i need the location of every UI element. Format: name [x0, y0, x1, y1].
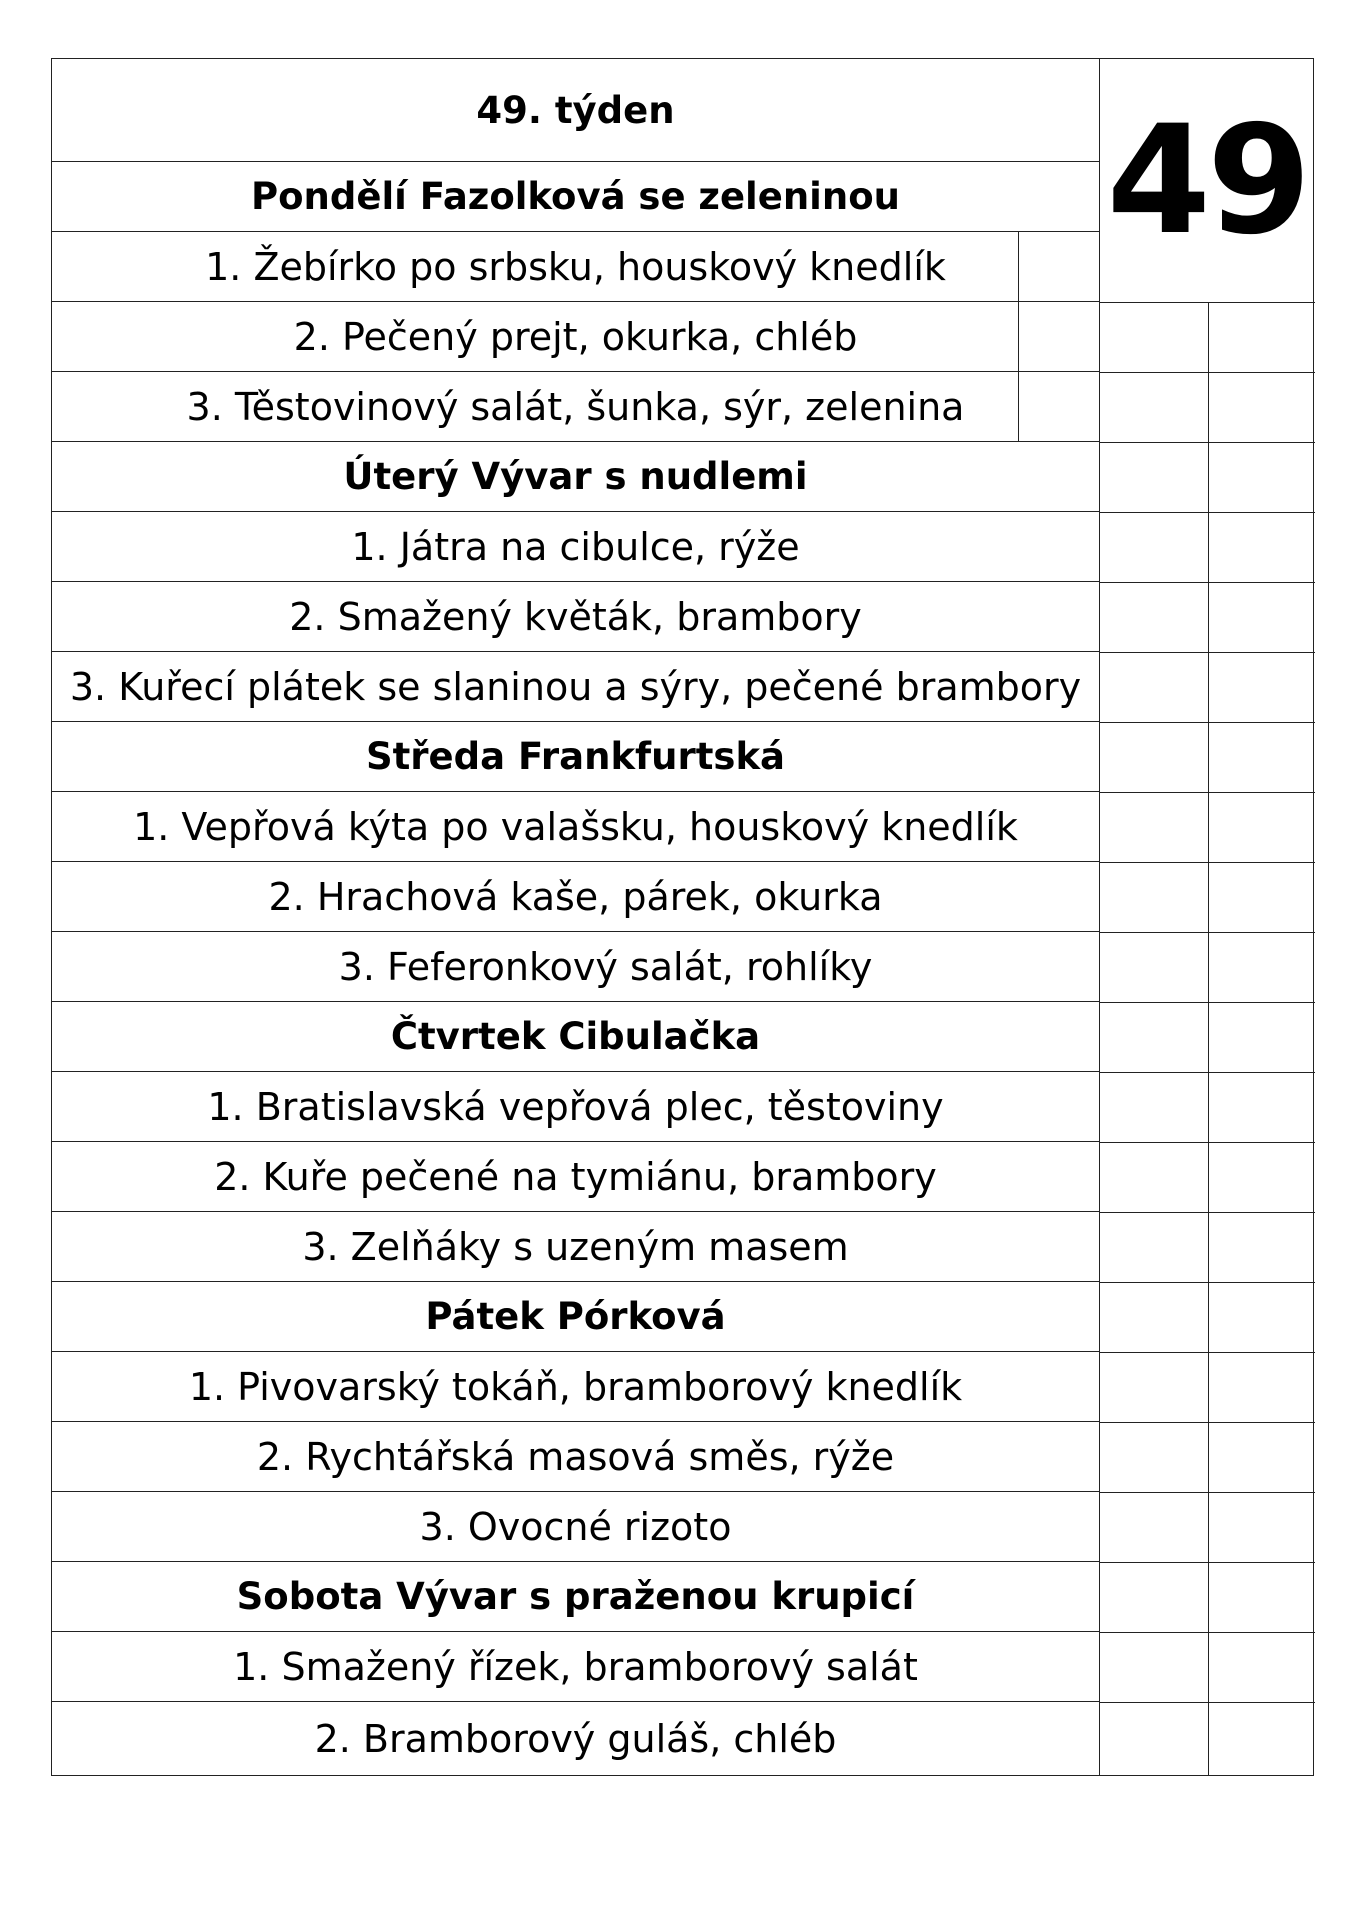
meal-row — [52, 1072, 1099, 1142]
meal-name: 3. Ovocné rizoto — [419, 1504, 732, 1549]
meal-name: 2. Rychtářská masová směs, rýže — [256, 1434, 895, 1479]
day-heading-row — [52, 722, 1099, 792]
day-heading-row — [52, 1282, 1099, 1352]
meal-name: 1. Vepřová kýta po valašsku, houskový knedlík — [133, 804, 1018, 849]
meal-name: 1. Pivovarský tokáň, bramborový knedlík — [188, 1364, 963, 1409]
day-heading-row — [52, 162, 1099, 232]
row-divider — [1099, 932, 1315, 933]
meal-row — [52, 582, 1099, 652]
meal-row — [52, 372, 1099, 442]
row-divider — [1099, 862, 1315, 863]
meal-name: 3. Zelňáky s uzeným masem — [302, 1224, 849, 1269]
row-divider — [1099, 1702, 1315, 1703]
meal-row — [52, 1352, 1099, 1422]
meal-row — [52, 1492, 1099, 1562]
row-divider — [1099, 652, 1315, 653]
meal-name: 1. Smažený řízek, bramborový salát — [233, 1644, 918, 1689]
weekly-menu-table — [51, 58, 1314, 1776]
column-divider — [1208, 302, 1209, 1775]
meal-row — [52, 792, 1099, 862]
meal-name: 3. Kuřecí plátek se slaninou a sýry, pečené brambory — [69, 664, 1082, 709]
row-divider — [1099, 582, 1315, 583]
week-number: 49 — [1106, 93, 1308, 268]
day-heading-row — [52, 1562, 1099, 1632]
row-divider — [1099, 792, 1315, 793]
meal-name: 3. Těstovinový salát, šunka, sýr, zelenina — [186, 384, 965, 429]
row-divider — [1099, 1352, 1315, 1353]
row-divider — [1099, 1072, 1315, 1073]
meal-row — [52, 652, 1099, 722]
meal-row — [52, 862, 1099, 932]
row-divider — [1099, 1142, 1315, 1143]
meal-name: 2. Pečený prejt, okurka, chléb — [293, 314, 858, 359]
meal-row — [52, 1212, 1099, 1282]
row-divider — [1099, 1562, 1315, 1563]
column-divider — [1099, 59, 1100, 1775]
meal-row — [52, 932, 1099, 1002]
week-number-box — [1099, 59, 1315, 302]
week-title: 49. týden — [476, 88, 675, 132]
day-heading-row — [52, 1002, 1099, 1072]
row-divider — [1099, 1212, 1315, 1213]
row-divider — [1099, 1002, 1315, 1003]
meal-row — [52, 302, 1099, 372]
row-divider — [1099, 1282, 1315, 1283]
row-divider — [1099, 1492, 1315, 1493]
meal-name: 2. Smažený květák, brambory — [289, 594, 862, 639]
day-heading: Úterý Vývar s nudlemi — [343, 455, 808, 498]
meal-row — [52, 1142, 1099, 1212]
day-heading: Čtvrtek Cibulačka — [390, 1015, 761, 1058]
meal-name: 1. Žebírko po srbsku, houskový knedlík — [205, 244, 946, 289]
row-divider — [1099, 442, 1315, 443]
meal-row — [52, 512, 1099, 582]
meal-row — [52, 1702, 1099, 1775]
meal-name: 2. Kuře pečené na tymiánu, brambory — [214, 1154, 937, 1199]
meal-row — [52, 232, 1099, 302]
row-divider — [1099, 512, 1315, 513]
row-divider — [1099, 722, 1315, 723]
day-heading: Pondělí Fazolková se zeleninou — [251, 175, 900, 218]
row-divider — [1099, 302, 1315, 303]
meal-row — [52, 1632, 1099, 1702]
meal-name: 1. Játra na cibulce, rýže — [351, 524, 800, 569]
row-divider — [1099, 1422, 1315, 1423]
week-title-row — [52, 59, 1099, 162]
meal-name: 2. Bramborový guláš, chléb — [314, 1716, 837, 1761]
meal-name: 1. Bratislavská vepřová plec, těstoviny — [207, 1084, 944, 1129]
day-heading: Pátek Pórková — [425, 1295, 726, 1338]
row-divider — [1099, 1632, 1315, 1633]
day-heading: Sobota Vývar s praženou krupicí — [236, 1575, 915, 1618]
day-heading: Středa Frankfurtská — [365, 735, 786, 778]
meal-name: 2. Hrachová kaše, párek, okurka — [268, 874, 883, 919]
meal-row — [52, 1422, 1099, 1492]
row-divider — [1099, 372, 1315, 373]
day-heading-row — [52, 442, 1099, 512]
column-divider — [1018, 232, 1019, 442]
meal-name: 3. Feferonkový salát, rohlíky — [338, 944, 873, 989]
